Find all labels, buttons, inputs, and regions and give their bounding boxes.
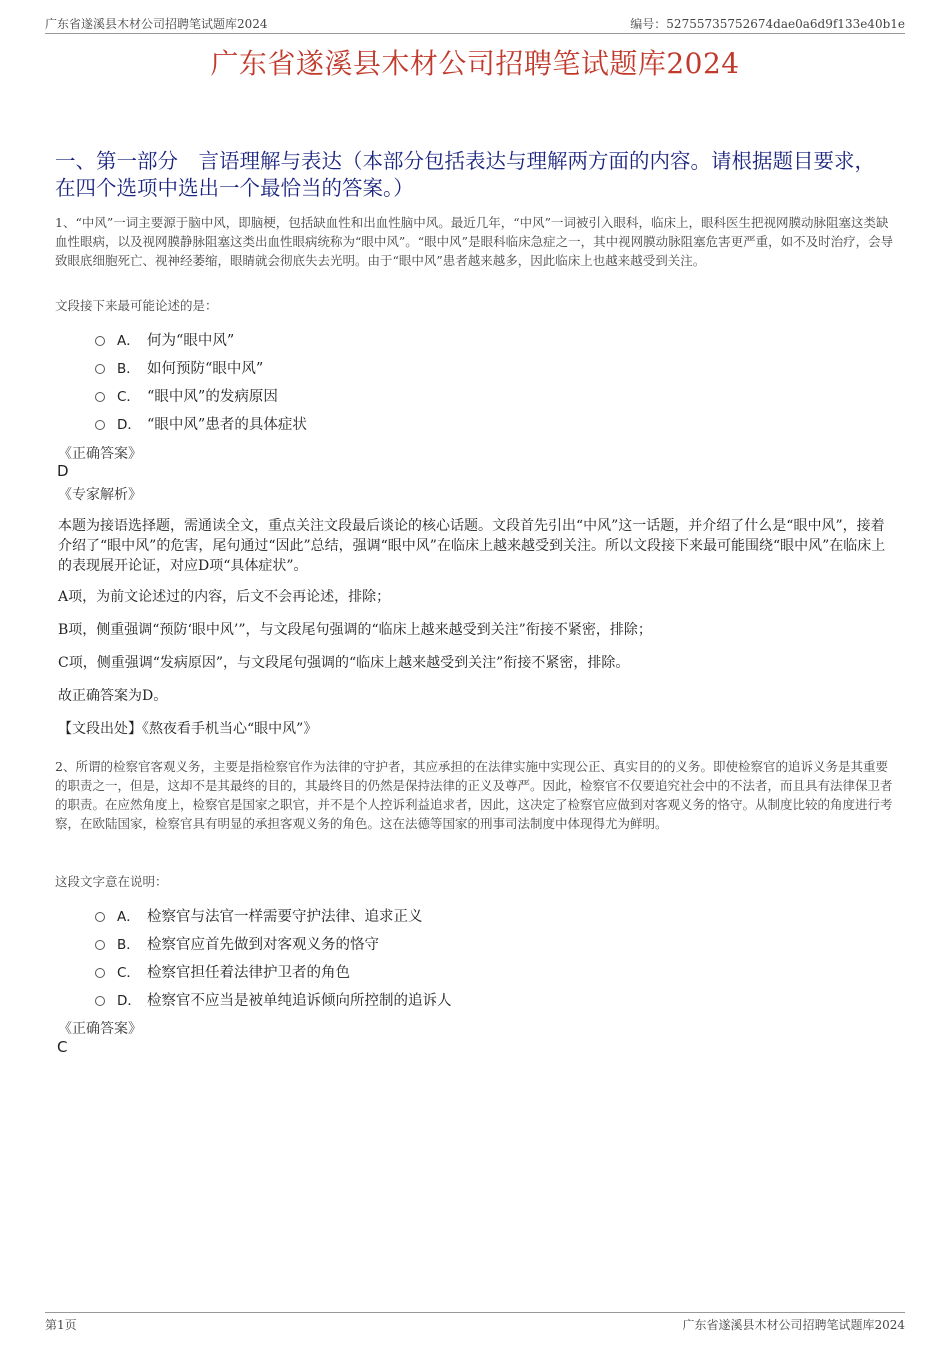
header-doc-id: 编号：52755735752674dae0a6d9f133e40b1e xyxy=(630,17,905,31)
option-letter: A． xyxy=(117,333,140,349)
page-footer xyxy=(45,1312,905,1333)
option-text: 如何预防“眼中风” xyxy=(147,360,264,377)
question-1-option-b[interactable] xyxy=(95,353,307,381)
question-2-options xyxy=(95,901,452,1013)
question-2-option-b[interactable] xyxy=(95,929,452,957)
option-letter: B． xyxy=(117,361,140,377)
radio-icon[interactable] xyxy=(95,940,105,950)
section-heading: 一、第一部分 言语理解与表达（本部分包括表达与理解两方面的内容。请根据题目要求，在四个选项中选出一个最恰当的答案。） xyxy=(55,149,875,200)
question-1-text: 1、“中风”一词主要源于脑中风，即脑梗，包括缺血性和出血性脑中风。最近几年，“中风”一词被引入眼科，临床上，眼科医生把视网膜动脉阻塞这类缺血性眼病，以及视网膜静脉阻塞这类出血性眼病统称为“眼中风”。“眼中风”是眼科临床急症之一，其中视网膜动脉阻塞危害更严重，如不及时治疗，会导致眼底细胞死亡、视神经萎缩，眼睛就会彻底失去光明。由于“眼中风”患者越来越多，因此临床上也越来越受到关注。 xyxy=(55,215,894,268)
option-letter: A． xyxy=(117,909,140,925)
option-text: 检察官担任着法律护卫者的角色 xyxy=(147,964,350,981)
page-header xyxy=(45,15,905,34)
option-letter: C． xyxy=(117,965,140,981)
radio-icon[interactable] xyxy=(95,968,105,978)
question-2-answer-label: 《正确答案》 xyxy=(58,1021,142,1037)
question-1-analysis-paragraph-5: 故正确答案为D。 xyxy=(58,688,168,704)
question-1-analysis-paragraph-1: 本题为接语选择题，需通读全文，重点关注文段最后谈论的核心话题。文段首先引出“中风”这一话题，并介绍了什么是“眼中风”，接着介绍了“眼中风”的危害，尾句通过“因此”总结，强调“眼中风”在临床上越来越受到关注。所以文段接下来最可能围绕“眼中风”在临床上的表现展开论证，对应D项“具体症状”。 xyxy=(58,518,886,574)
question-1-source: 【文段出处】《熬夜看手机当心“眼中风”》 xyxy=(58,721,318,737)
question-2-option-c[interactable] xyxy=(95,957,452,985)
question-1-answer: D xyxy=(57,462,69,480)
option-letter: D． xyxy=(117,993,141,1009)
radio-icon[interactable] xyxy=(95,996,105,1006)
radio-icon[interactable] xyxy=(95,364,105,374)
radio-icon[interactable] xyxy=(95,420,105,430)
option-letter: B． xyxy=(117,937,140,953)
header-title: 广东省遂溪县木材公司招聘笔试题库2024 xyxy=(45,17,268,31)
option-text: “眼中风”的发病原因 xyxy=(147,388,278,405)
question-1-analysis-label: 《专家解析》 xyxy=(58,487,142,503)
option-text: 检察官不应当是被单纯追诉倾向所控制的追诉人 xyxy=(147,992,452,1009)
question-2-text: 2、所谓的检察官客观义务，主要是指检察官作为法律的守护者，其应承担的在法律实施中实现公正、真实目的的义务。即使检察官的追诉义务是其重要的职责之一，但是，这却不是其最终的目的，其最终目的仍然是保持法律的正义及尊严。因此，检察官不仅要追究社会中的不法者，而且具有法律保卫者的职责。在应然角度上，检察官是国家之职官，并不是个人控诉利益追求者，因此，这决定了检察官应做到对客观义务的恪守。从制度比较的角度进行考察，在欧陆国家，检察官具有明显的承担客观义务的角色。这在法德等国家的刑事司法制度中体现得尤为鲜明。 xyxy=(55,759,893,831)
question-1-option-a[interactable] xyxy=(95,325,307,353)
question-1-options xyxy=(95,325,307,437)
document-title: 广东省遂溪县木材公司招聘笔试题库2024 xyxy=(210,47,740,80)
page-number: 第1页 xyxy=(45,1318,77,1332)
option-letter: D． xyxy=(117,417,141,433)
question-1-analysis-paragraph-3: B项，侧重强调“预防‘眼中风’”，与文段尾句强调的“临床上越来越受到关注”衔接不紧密，排除； xyxy=(58,622,652,638)
option-letter: C． xyxy=(117,389,140,405)
question-2-option-d[interactable] xyxy=(95,985,452,1013)
radio-icon[interactable] xyxy=(95,912,105,922)
radio-icon[interactable] xyxy=(95,336,105,346)
question-1-analysis-paragraph-2: A项，为前文论述过的内容，后文不会再论述，排除； xyxy=(58,589,391,605)
footer-title: 广东省遂溪县木材公司招聘笔试题库2024 xyxy=(682,1318,905,1332)
question-1-answer-label: 《正确答案》 xyxy=(58,446,142,462)
radio-icon[interactable] xyxy=(95,392,105,402)
question-2-option-a[interactable] xyxy=(95,901,452,929)
option-text: 检察官应首先做到对客观义务的恪守 xyxy=(147,936,379,953)
question-1-prompt: 文段接下来最可能论述的是： xyxy=(55,298,218,313)
question-1-option-d[interactable] xyxy=(95,409,307,437)
option-text: “眼中风”患者的具体症状 xyxy=(147,416,307,433)
question-1-analysis-paragraph-4: C项，侧重强调“发病原因”，与文段尾句强调的“临床上越来越受到关注”衔接不紧密，排除。 xyxy=(58,655,630,671)
question-2-answer: C xyxy=(57,1038,68,1056)
question-2-prompt: 这段文字意在说明： xyxy=(55,874,168,889)
question-1-option-c[interactable] xyxy=(95,381,307,409)
option-text: 检察官与法官一样需要守护法律、追求正义 xyxy=(147,908,423,925)
option-text: 何为“眼中风” xyxy=(147,332,235,349)
